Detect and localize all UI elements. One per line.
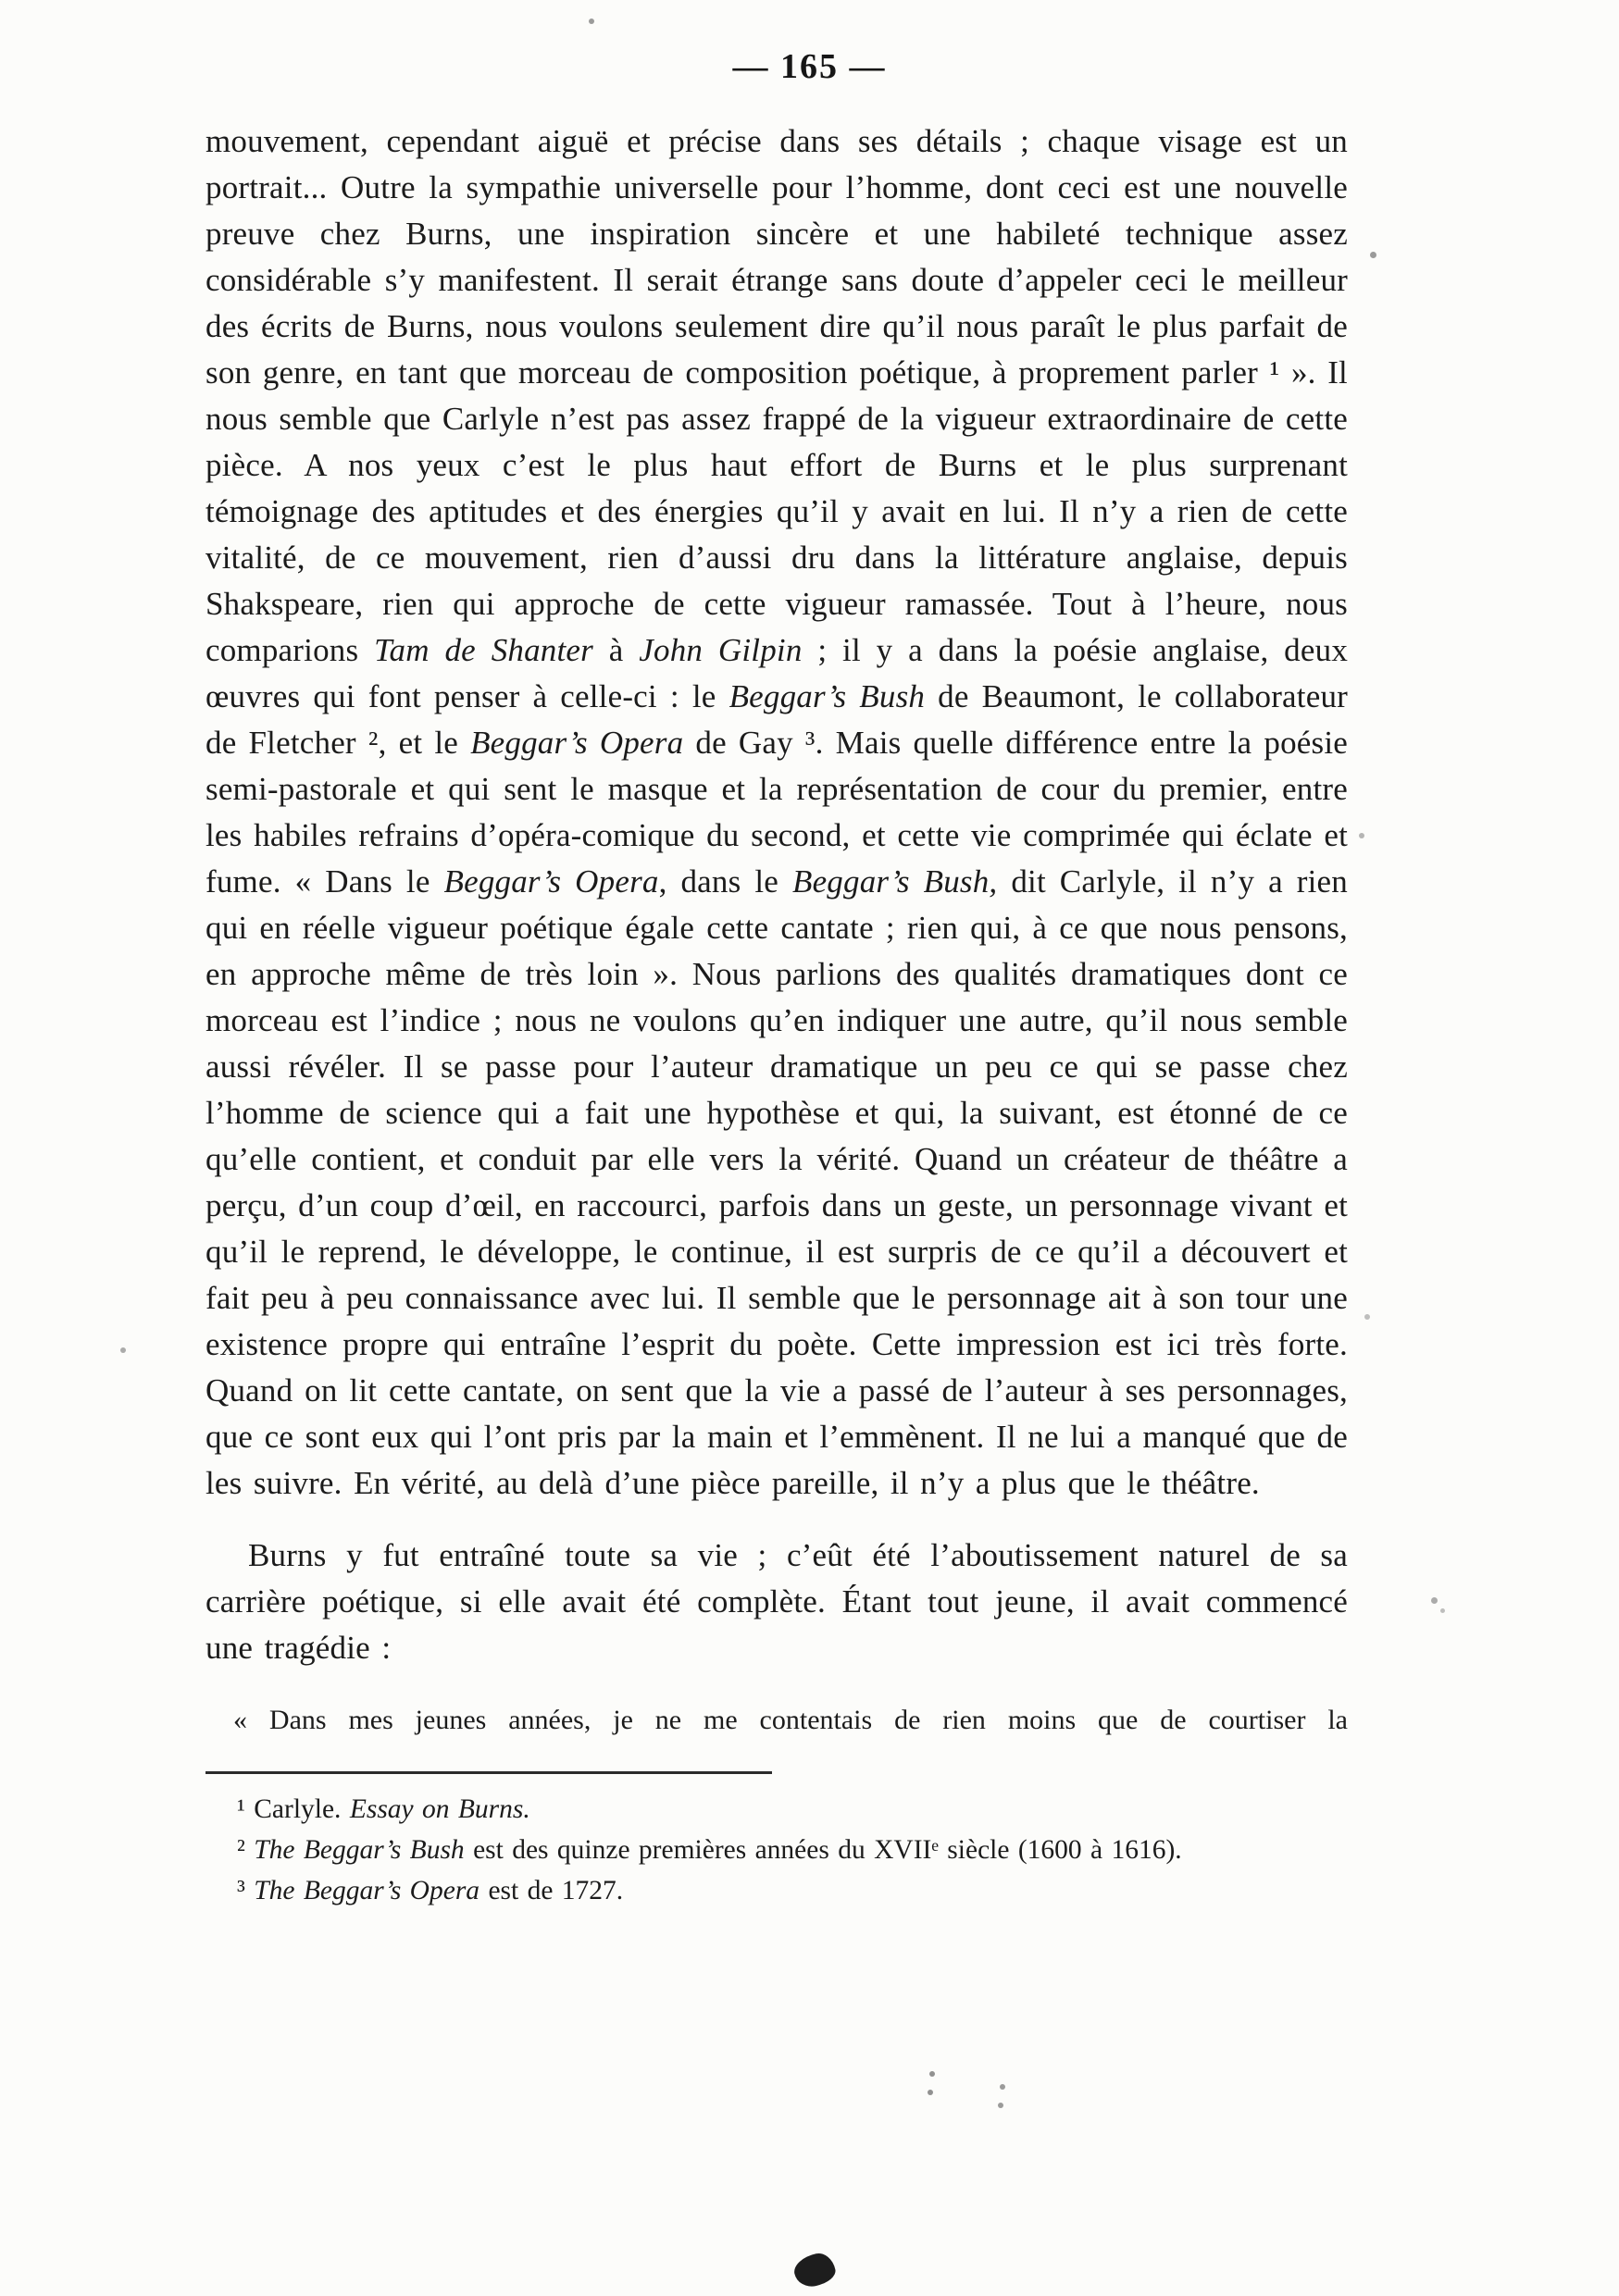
text-run: de Gay ³. Mais quelle différence entre la poésie semi-pastorale et qui sent le masque et la représentation de cour du premier, entre les habiles refrains d’opéra-comique du second, et cette vie comprimée qui éclate et fume. « Dans le [205, 725, 1348, 900]
scan-speck [998, 2103, 1003, 2108]
scan-speck [928, 2090, 933, 2095]
page-number: — 165 — [732, 47, 887, 86]
italic-text-run: Beggar’s Opera [470, 725, 684, 761]
scan-speck [1370, 252, 1376, 258]
text-run: est de 1727. [479, 1876, 624, 1905]
scan-speck [1364, 1314, 1370, 1320]
text-run: ¹ Carlyle. [237, 1794, 350, 1824]
footnote-3 [205, 1870, 1348, 1911]
italic-text-run: The Beggar’s Bush [254, 1835, 465, 1865]
scan-speck [120, 1347, 126, 1353]
footnote-separator-rule [205, 1771, 772, 1774]
body-paragraph-1 [205, 118, 1348, 1507]
italic-text-run: Essay on Burns. [349, 1794, 530, 1824]
italic-text-run: Beggar’s Opera [443, 863, 659, 900]
italic-text-run: Beggar’s Bush, [791, 863, 998, 900]
scan-speck [929, 2071, 935, 2077]
footnote-1 [205, 1789, 1348, 1830]
text-run: ³ [237, 1876, 255, 1905]
text-run: ; il y a dans la poésie anglaise, deux œuvres qui font penser à celle-ci : le [205, 632, 1349, 714]
quoted-excerpt: « Dans mes jeunes années, je ne me contentais de rien moins que de courtiser la [233, 1705, 1348, 1735]
footnotes-section [205, 1789, 1348, 1911]
scan-speck [1440, 1608, 1445, 1613]
text-run: dit Carlyle, il n’y a rien qui en réelle vigueur poétique égale cette cantate ; rien qui, à ce que nous pensons, en approche même de très loin ». Nous parlions des qualités dramatiques dont ce morceau est l’indice ; nous ne voulons qu’en indiquer une autre, qu’il nous semble aussi révéler. Il se passe pour l’auteur dramatique un peu ce qui se passe chez l’homme de science qui a fait une hypothèse et qui, la suivant, est étonné de ce qu’elle contient, et conduit par elle vers la vérité. Quand un créateur de théâtre a perçu, d’un coup d’œil, en raccourci, parfois dans un geste, un personnage vivant et qu’il le reprend, le développe, le continue, il est surpris de ce qu’il a découvert et fait peu à peu connaissance avec lui. Il semble que le personnage ait à son tour une existence propre qui entraîne l’esprit du poète. Cette impression est ici très forte. Quand on lit cette cantate, on sent que la vie a passé de l’auteur à ses personnages, que ce sont eux qui l’ont pris par la main et l’emmènent. Il ne lui a manqué que de les suivre. En vérité, au delà d’une pièce pareille, il n’y a plus que le théâtre. [205, 863, 1348, 1501]
italic-text-run: John Gilpin [639, 632, 803, 668]
text-run: est des quinze premières années du XVIIᵉ siècle (1600 à 1616). [464, 1835, 1182, 1865]
text-run: à [592, 632, 640, 668]
scan-speck [589, 19, 594, 24]
scan-speck [1000, 2084, 1005, 2090]
italic-text-run: Tam de Shanter [374, 632, 593, 668]
italic-text-run: Beggar’s Bush [729, 678, 926, 714]
text-run: ² [237, 1835, 255, 1865]
italic-text-run: The Beggar’s Opera [254, 1876, 480, 1905]
scan-speck [1431, 1597, 1438, 1604]
ink-smudge [791, 2251, 838, 2290]
scan-speck [1359, 833, 1364, 838]
text-run: de Beaumont, le collaborateur de Fletcher ², et le [205, 678, 1349, 761]
text-run: mouvement, cependant aiguë et précise dans ses détails ; chaque visage est un portrait... Outre la sympathie universelle pour l’homme, dont ceci est une nouvelle preuve chez Burns, une inspiration sincère et une habileté technique assez considérable s’y manifestent. Il serait étrange sans doute d’appeler ceci le meilleur des écrits de Burns, nous voulons seulement dire qu’il nous paraît le plus parfait de son genre, en tant que morceau de composition poétique, à proprement parler ¹ ». Il nous semble que Carlyle n’est pas assez frappé de la vigueur extraordinaire de cette pièce. A nos yeux c’est le plus haut effort de Burns et le plus surprenant témoignage des aptitudes et des énergies qu’il y avait en lui. Il n’y a rien de cette vitalité, de ce mouvement, rien d’aussi dru dans la littérature anglaise, depuis Shakspeare, rien qui approche de cette vigueur ramassée. Tout à l’heure, nous comparions [205, 123, 1348, 668]
text-run: , dans le [658, 863, 792, 900]
body-paragraph-2: Burns y fut entraîné toute sa vie ; c’eût été l’aboutissement naturel de sa carrière poétique, si elle avait été complète. Étant tout jeune, il avait commencé une tragédie : [205, 1537, 1348, 1666]
footnote-2 [205, 1830, 1348, 1870]
text-column [205, 118, 1348, 1911]
